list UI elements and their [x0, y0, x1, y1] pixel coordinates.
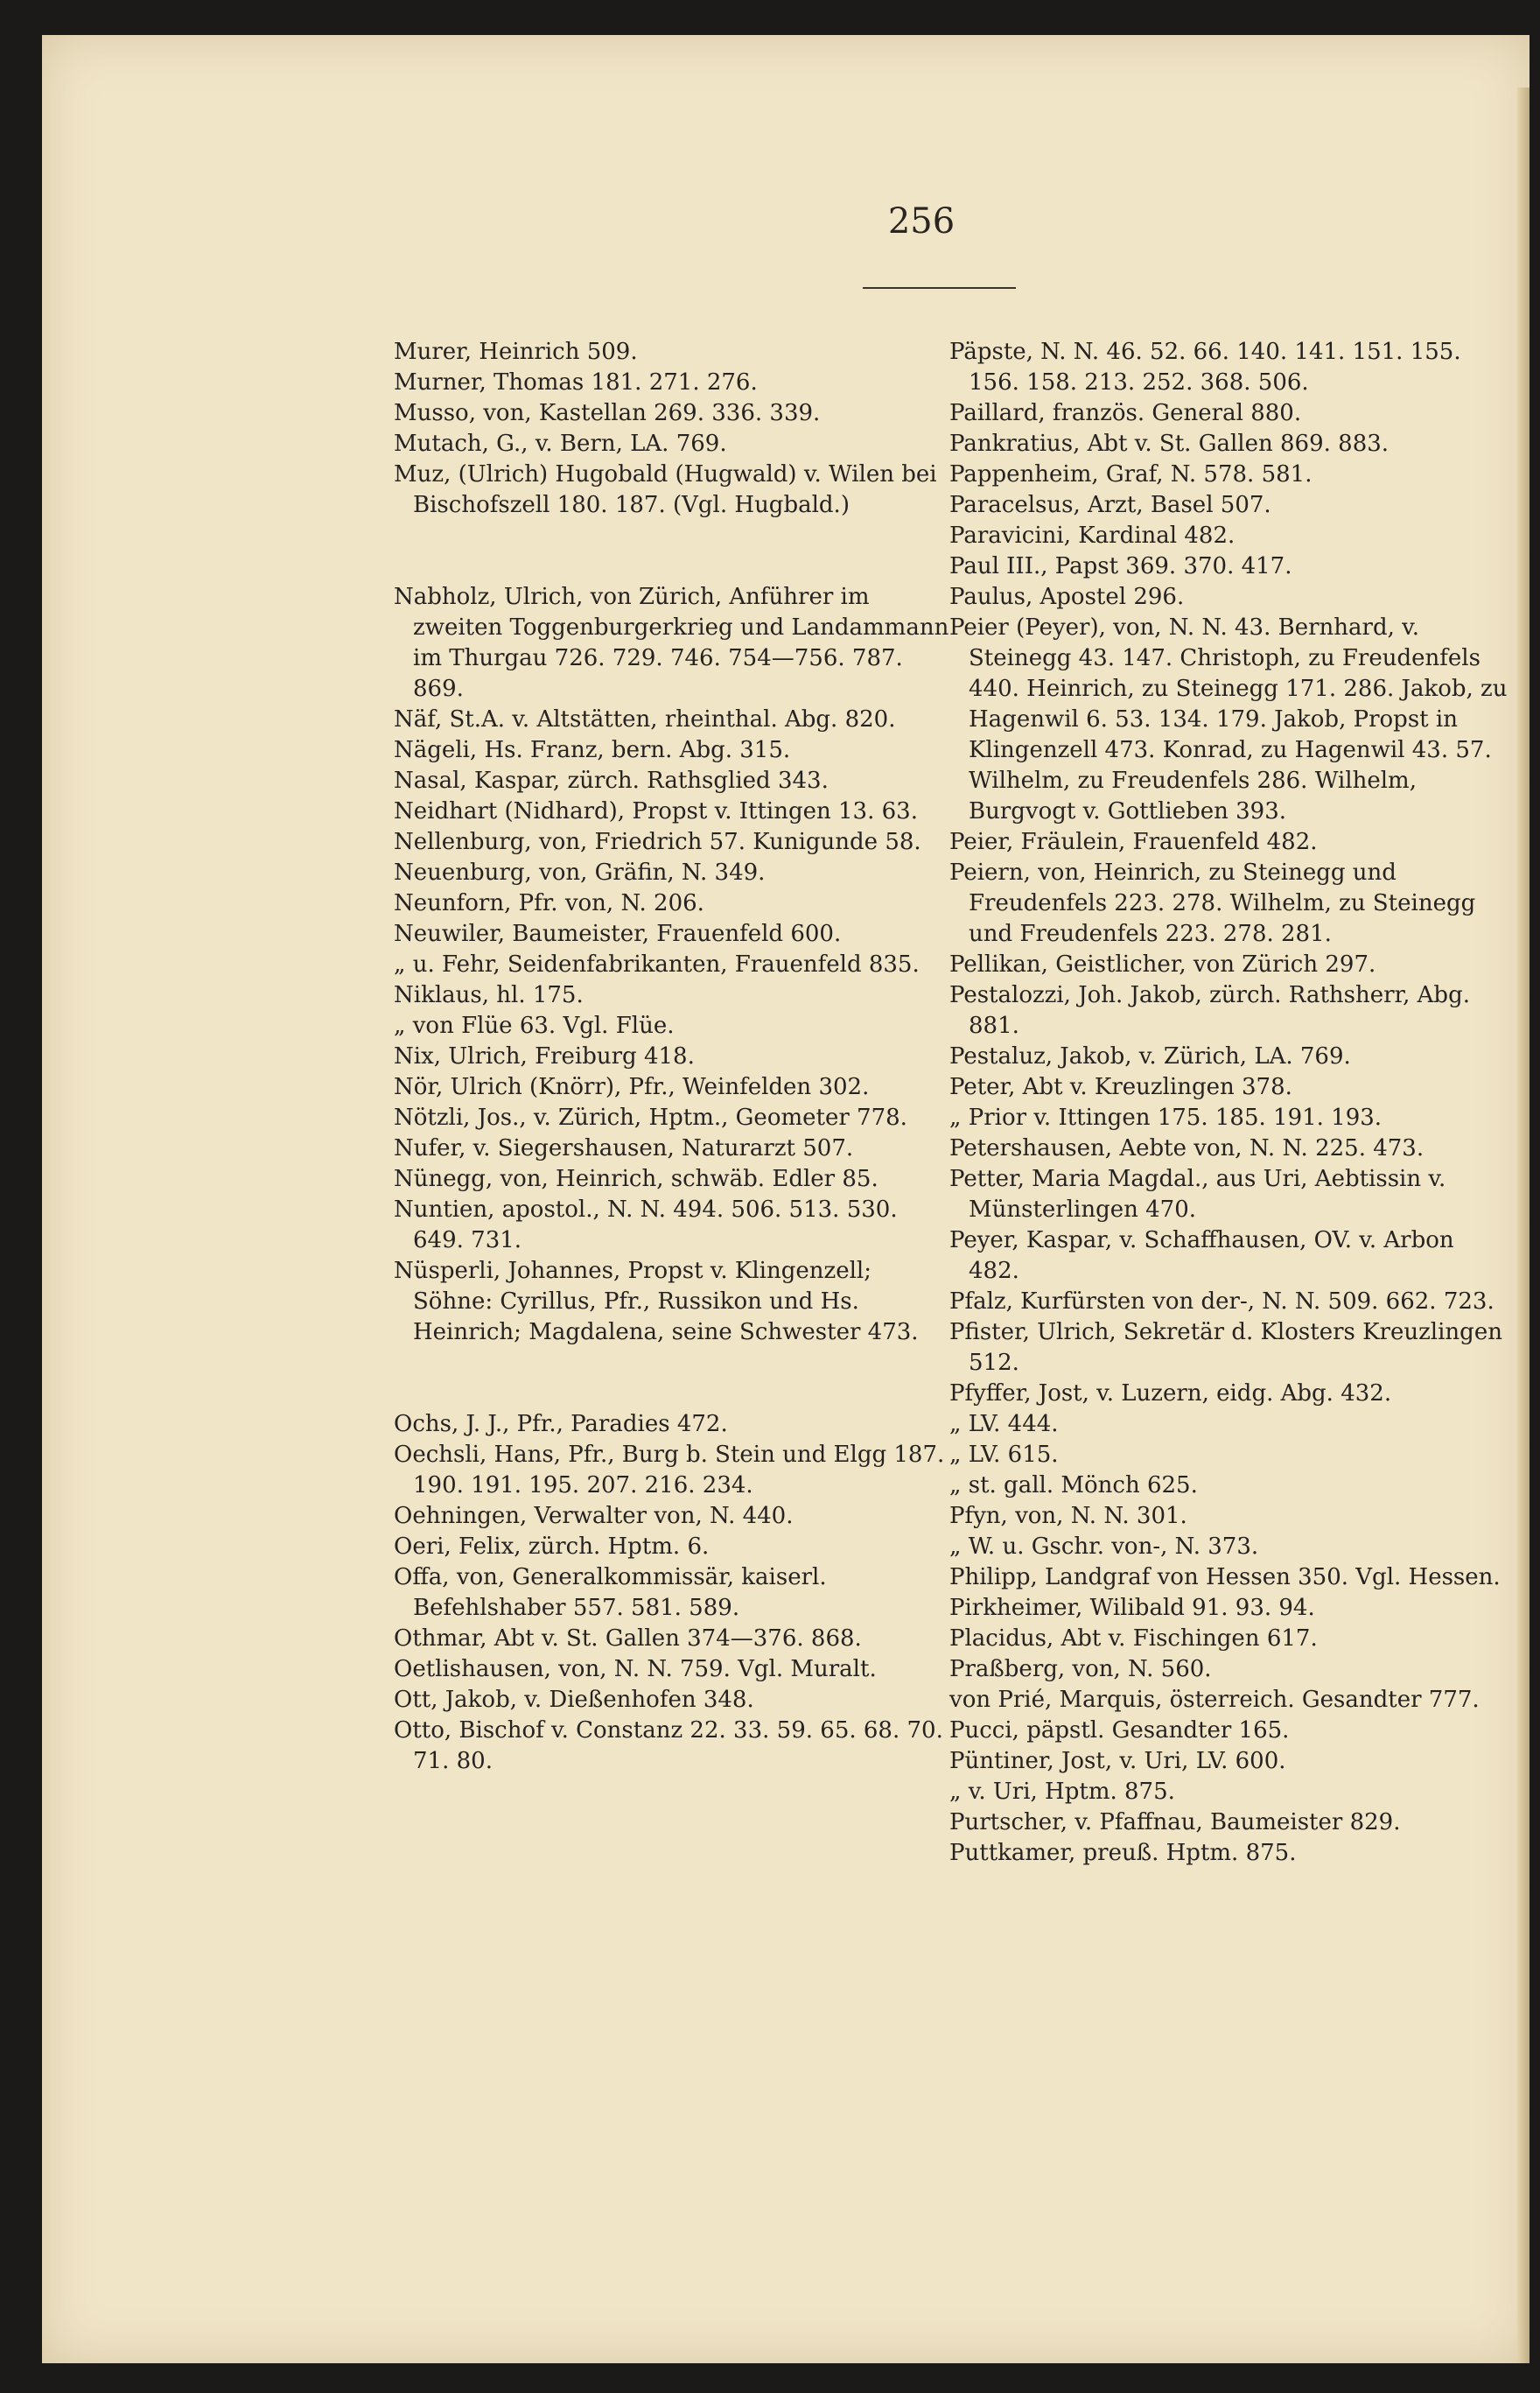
index-entry: „ von Flüe 63. Vgl. Flüe. [394, 1013, 675, 1039]
index-entry: Puttkamer, preuß. Hptm. 875. [949, 1840, 1297, 1866]
index-entry: Placidus, Abt v. Fischingen 617. [949, 1625, 1318, 1652]
index-entry: „ v. Uri, Hptm. 875. [949, 1779, 1175, 1805]
index-entry: Paravicini, Kardinal 482. [949, 523, 1236, 549]
index-entry: Nötzli, Jos., v. Zürich, Hptm., Geometer 778. [394, 1105, 907, 1131]
page-edge [1517, 88, 1530, 2363]
index-entry: Petershausen, Aebte von, N. N. 225. 473. [949, 1135, 1424, 1161]
index-entry: Nuntien, apostol., N. N. 494. 506. 513. 530. 649. 731. [394, 1196, 898, 1253]
index-entry: Nabholz, Ulrich, von Zürich, Anführer im zweiten Toggenburgerkrieg und Landammann im Thurgau 726. 729. 746. 754—756. 787. 869. [394, 584, 949, 702]
index-entry: Otto, Bischof v. Constanz 22. 33. 59. 65. 68. 70. 71. 80. [394, 1717, 943, 1774]
index-entry: Pankratius, Abt v. St. Gallen 869. 883. [949, 431, 1390, 457]
index-entry: Neidhart (Nidhard), Propst v. Ittingen 13. 63. [394, 798, 918, 825]
index-entry: Neuenburg, von, Gräfin, N. 349. [394, 860, 766, 886]
book-page [42, 35, 1530, 2363]
index-entry: Pirkheimer, Wilibald 91. 93. 94. [949, 1595, 1315, 1621]
index-entry: Oechsli, Hans, Pfr., Burg b. Stein und Elgg 187. 190. 191. 195. 207. 216. 234. [394, 1442, 945, 1498]
index-entry: Petter, Maria Magdal., aus Uri, Aebtissin v. Münsterlingen 470. [949, 1166, 1446, 1223]
index-entry: Nör, Ulrich (Knörr), Pfr., Weinfelden 302. [394, 1074, 870, 1100]
index-entry: Pucci, päpstl. Gesandter 165. [949, 1717, 1290, 1744]
index-entry: Muz, (Ulrich) Hugobald (Hugwald) v. Wilen bei Bischofszell 180. 187. (Vgl. Hugbald.) [394, 461, 937, 518]
index-entry: von Prié, Marquis, österreich. Gesandter 777. [949, 1687, 1480, 1713]
index-entry: Pfyn, von, N. N. 301. [949, 1503, 1187, 1529]
index-entry: Peter, Abt v. Kreuzlingen 378. [949, 1074, 1292, 1100]
group-gap [394, 1348, 954, 1409]
index-entry: Ochs, J. J., Pfr., Paradies 472. [394, 1411, 728, 1437]
group-o [394, 1409, 954, 1777]
index-entry: „ LV. 444. [949, 1411, 1059, 1437]
index-entry: Niklaus, hl. 175. [394, 982, 584, 1008]
index-entry: Peier, Fräulein, Frauenfeld 482. [949, 829, 1318, 855]
index-entry: Nünegg, von, Heinrich, schwäb. Edler 85. [394, 1166, 878, 1192]
index-entry: Pellikan, Geistlicher, von Zürich 297. [949, 951, 1376, 978]
group-p [949, 337, 1509, 1869]
index-entry: Paracelsus, Arzt, Basel 507. [949, 492, 1271, 518]
index-entry: Murer, Heinrich 509. [394, 339, 638, 365]
header-rule [863, 287, 1016, 289]
index-entry: „ st. gall. Mönch 625. [949, 1472, 1198, 1498]
index-entry: Ott, Jakob, v. Dießenhofen 348. [394, 1687, 754, 1713]
index-entry: Nägeli, Hs. Franz, bern. Abg. 315. [394, 737, 791, 763]
index-entry: Pestaluz, Jakob, v. Zürich, LA. 769. [949, 1043, 1351, 1070]
index-entry: Näf, St.A. v. Altstätten, rheinthal. Abg. 820. [394, 706, 896, 733]
index-entry: Paul III., Papst 369. 370. 417. [949, 553, 1292, 579]
index-entry: „ Prior v. Ittingen 175. 185. 191. 193. [949, 1105, 1382, 1131]
index-entry: Murner, Thomas 181. 271. 276. [394, 369, 758, 396]
index-entry: Philipp, Landgraf von Hessen 350. Vgl. Hessen. [949, 1564, 1501, 1590]
index-entry: Paillard, französ. General 880. [949, 400, 1302, 426]
index-entry: Nüsperli, Johannes, Propst v. Klingenzell; Söhne: Cyrillus, Pfr., Russikon und Hs. Heinrich; Magdalena, seine Schwester 473. [394, 1258, 919, 1345]
group-n [394, 582, 954, 1348]
index-entry: Paulus, Apostel 296. [949, 584, 1185, 610]
index-entry: Püntiner, Jost, v. Uri, LV. 600. [949, 1748, 1286, 1774]
group-gap [394, 521, 954, 582]
index-entry: Praßberg, von, N. 560. [949, 1656, 1212, 1682]
index-entry: Pappenheim, Graf, N. 578. 581. [949, 461, 1312, 488]
index-entry: Neunforn, Pfr. von, N. 206. [394, 890, 704, 916]
left-column [394, 337, 954, 1777]
index-entry: Nellenburg, von, Friedrich 57. Kunigunde 58. [394, 829, 921, 855]
index-entry: Oeri, Felix, zürch. Hptm. 6. [394, 1533, 710, 1560]
index-entry: Mutach, G., v. Bern, LA. 769. [394, 431, 727, 457]
page-number: 256 [887, 201, 956, 242]
group-m [394, 337, 954, 521]
index-entry: Musso, von, Kastellan 269. 336. 339. [394, 400, 821, 426]
index-entry: Nix, Ulrich, Freiburg 418. [394, 1043, 695, 1070]
index-entry: Nasal, Kaspar, zürch. Rathsglied 343. [394, 768, 829, 794]
index-entry: Peiern, von, Heinrich, zu Steinegg und Freudenfels 223. 278. Wilhelm, zu Steinegg und Freudenfels 223. 278. 281. [949, 860, 1476, 947]
index-entry: „ LV. 615. [949, 1442, 1059, 1468]
index-entry: Pfyffer, Jost, v. Luzern, eidg. Abg. 432. [949, 1380, 1392, 1407]
index-entry: Peier (Peyer), von, N. N. 43. Bernhard, v. Steinegg 43. 147. Christoph, zu Freudenfels 440. Heinrich, zu Steinegg 171. 286. Jakob, zu Hagenwil 6. 53. 134. 179. Jakob, Propst in Klingenzell 473. Konrad, zu Hagenwil 43. 57. Wilhelm, zu Freudenfels 286. Wilhelm, Burgvogt v. Gottlieben 393. [949, 614, 1508, 825]
index-entry: Peyer, Kaspar, v. Schaffhausen, OV. v. Arbon 482. [949, 1227, 1454, 1284]
index-entry: Oetlishausen, von, N. N. 759. Vgl. Muralt. [394, 1656, 877, 1682]
index-entry: Purtscher, v. Pfaffnau, Baumeister 829. [949, 1809, 1401, 1835]
index-entry: Neuwiler, Baumeister, Frauenfeld 600. [394, 921, 842, 947]
index-entry: Oehningen, Verwalter von, N. 440. [394, 1503, 794, 1529]
index-entry: Othmar, Abt v. St. Gallen 374—376. 868. [394, 1625, 862, 1652]
index-entry: „ u. Fehr, Seidenfabrikanten, Frauenfeld 835. [394, 951, 920, 978]
right-column [949, 337, 1509, 1869]
index-entry: Nufer, v. Siegershausen, Naturarzt 507. [394, 1135, 854, 1161]
index-entry: Offa, von, Generalkommissär, kaiserl. Befehlshaber 557. 581. 589. [394, 1564, 827, 1621]
index-entry: Pestalozzi, Joh. Jakob, zürch. Rathsherr, Abg. 881. [949, 982, 1470, 1039]
index-entry: Pfalz, Kurfürsten von der-, N. N. 509. 662. 723. [949, 1288, 1494, 1315]
index-entry: „ W. u. Gschr. von-, N. 373. [949, 1533, 1259, 1560]
index-entry: Pfister, Ulrich, Sekretär d. Klosters Kreuzlingen 512. [949, 1319, 1502, 1376]
index-entry: Päpste, N. N. 46. 52. 66. 140. 141. 151. 155. 156. 158. 213. 252. 368. 506. [949, 339, 1461, 396]
